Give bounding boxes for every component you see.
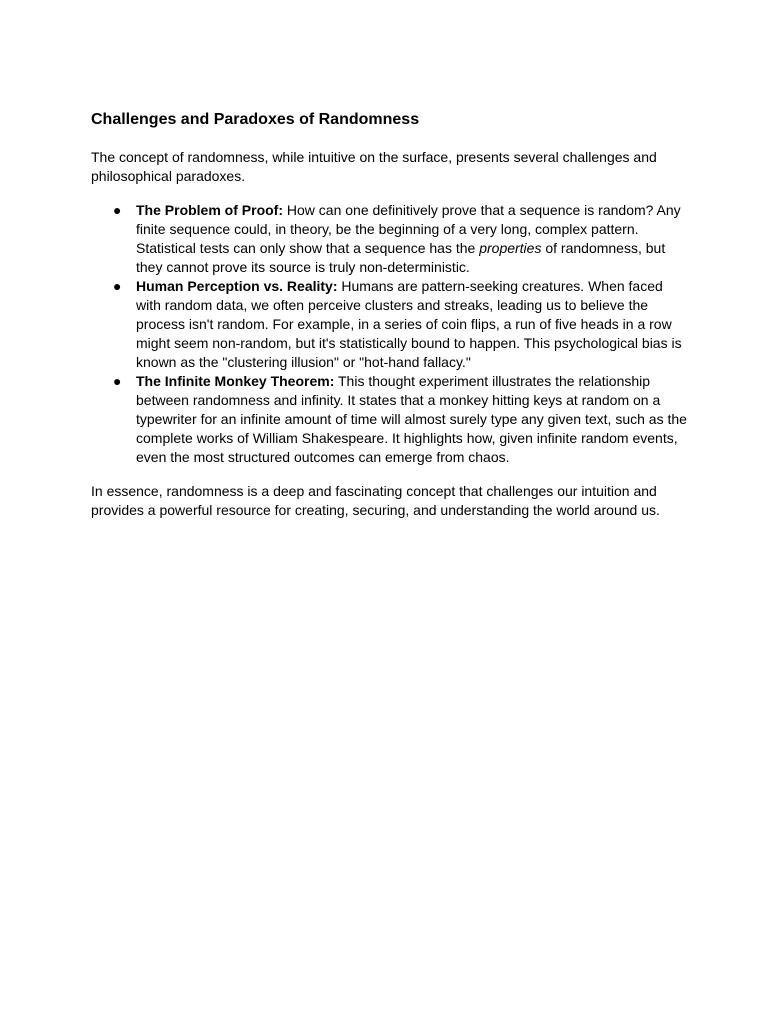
list-item [91, 201, 691, 277]
item-text-end: of randomness, but they cannot prove its source is truly non-deterministic. [136, 240, 666, 275]
document-body [91, 108, 691, 520]
list-item [91, 277, 691, 372]
item-title: Human Perception vs. Reality: [136, 278, 338, 294]
item-text: How can one definitively prove that a sequence is random? Any finite sequence could, in theory, be the beginning of a very long, complex pattern. Statistical tests can only show that a sequence has the [136, 202, 681, 256]
item-text: Humans are pattern-seeking creatures. When faced with random data, we often perceive clusters and streaks, leading us to believe the process isn't random. For example, in a series of coin flips, a run of five heads in a row might seem non-random, but it's statistically bound to happen. This psychological bias is known as the "clustering illusion" or "hot-hand fallacy." [136, 278, 682, 370]
bullet-icon: ● [113, 278, 122, 294]
bullet-icon: ● [113, 202, 122, 218]
list-item [91, 372, 691, 467]
item-text: This thought experiment illustrates the relationship between randomness and infinity. It states that a monkey hitting keys at random on a typewriter for an infinite amount of time will almost surely type any given text, such as the complete works of William Shakespeare. It highlights how, given infinite random events, even the most structured outcomes can emerge from chaos. [136, 373, 687, 465]
bullet-icon: ● [113, 373, 122, 389]
intro-paragraph: The concept of randomness, while intuitive on the surface, presents several challenges and philosophical paradoxes. [91, 149, 657, 184]
conclusion-paragraph: In essence, randomness is a deep and fascinating concept that challenges our intuition and provides a powerful resource for creating, securing, and understanding the world around us. [91, 483, 660, 518]
section-heading: Challenges and Paradoxes of Randomness [91, 111, 420, 128]
item-title: The Problem of Proof: [136, 202, 283, 218]
item-emphasis: properties [479, 240, 542, 256]
item-title: The Infinite Monkey Theorem: [136, 373, 335, 389]
bullet-list [91, 201, 691, 467]
